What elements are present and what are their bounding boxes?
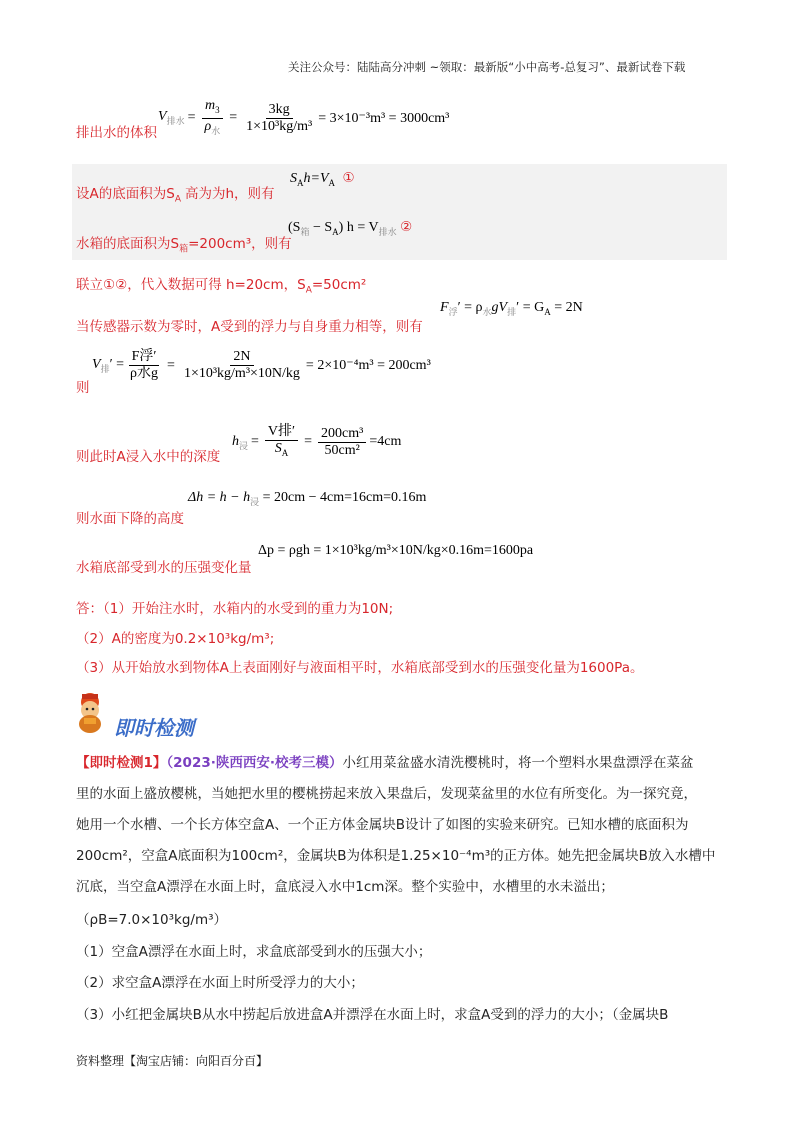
answer-2: （2）A的密度为0.2×10³kg/m³; xyxy=(76,631,275,647)
question-3: （3）小红把金属块B从水中捞起后放进盒A并漂浮在水面上时，求盒A受到的浮力的大小；（金属块B xyxy=(76,1007,669,1023)
line-tank-area: 水箱的底面积为$S_箱=200cm^3$，则有 xyxy=(76,236,292,255)
line-immersion-depth-label: 则此时A浸入水中的深度 xyxy=(76,449,221,465)
line-area-assumption: 设A的底面积为$S_A$ 高为为h，则有 xyxy=(76,186,275,205)
problem-line-2: 里的水面上盛放樱桃，当她把水里的樱桃捞起来放入果盘后，发现菜盆里的水位有所变化。为一探究竟， xyxy=(76,786,697,802)
problem-line-1: 【即时检测1】（2023·陕西西安·校考三模）小红用菜盆盛水清洗樱桃时，将一个塑料水果盘漂浮在菜盆 xyxy=(76,755,694,771)
answer-1: 答：（1）开始注水时，水箱内的水受到的重力为10N; xyxy=(76,601,394,617)
line-solve-result: 联立①②，代入数据可得 h=20cm，$S_A=50cm^2$ xyxy=(76,277,367,296)
section-title: 即时检测 xyxy=(114,716,194,740)
question-1: （1）空盒A漂浮在水面上时，求盒底部受到水的压强大小； xyxy=(76,944,432,960)
equation-buoyancy: $F_浮' = \rho_水gV_排' = G_A = 2N$ xyxy=(440,300,583,317)
line-then-label: 则 xyxy=(76,380,90,396)
problem-line-3: 她用一个水槽、一个长方体空盒A、一个正方体金属块B设计了如图的实验来研究。已知水槽的底面积为 xyxy=(76,817,689,833)
line-sensor-zero: 当传感器示数为零时，A受到的浮力与自身重力相等，则有 xyxy=(76,319,423,335)
equation-displaced-volume: $V_排'$ = $\frac{\text{F浮′}}{\text{ρ水g}}$ = $\frac{2N}{\text{1×10³kg/m³×10N/kg}}$ = 2×10⁻⁴m³ = 200cm³ xyxy=(92,349,431,381)
line-drained-volume-equation: $V_{排水}$ = $\frac{m_3}{\rho_水}$ = $\frac{3kg}{\text{1×10³kg/m³}}$ = 3×10⁻³m³ = 3000cm³ xyxy=(158,98,450,136)
mascot-icon xyxy=(70,690,110,734)
equation-1: $S_Ah=V_A$ ① xyxy=(290,170,355,188)
line-drained-volume-label: 排出水的体积 xyxy=(76,125,157,141)
problem-line-6: （ρB=7.0×10³kg/m³） xyxy=(76,912,228,928)
problem-line-5: 沉底，当空盒A漂浮在水面上时，盒底浸入水中1cm深。整个实验中，水槽里的水未溢出； xyxy=(76,879,614,895)
equation-immersion-depth: $h_浸$ = $\frac{\text{V排′}}{S_A}$ = $\frac{\text{200cm³}}{\text{50cm²}}$ =4cm xyxy=(232,424,402,458)
equation-level-drop: $\Delta h = h - h_浸 = 20cm - 4cm=16cm=0.16m$ xyxy=(188,490,427,507)
equation-2: $(S_箱 - S_A) h = V_{排水}$ ② xyxy=(288,219,413,237)
line-pressure-change-label: 水箱底部受到水的压强变化量 xyxy=(76,560,252,576)
line-level-drop-label: 则水面下降的高度 xyxy=(76,511,184,527)
problem-line-4: 200cm²，空盒A底面积为100cm²，金属块B为体积是1.25×10⁻⁴m³的正方体。她先把金属块B放入水槽中 xyxy=(76,848,716,864)
answer-3: （3）从开始放水到物体A上表面刚好与液面相平时，水箱底部受到水的压强变化量为1600Pa。 xyxy=(76,660,644,676)
equation-pressure-change: Δp = ρgh = 1×10³kg/m³×10N/kg×0.16m=1600pa xyxy=(258,543,534,558)
page-header: 关注公众号：陆陆高分冲刺 ~领取：最新版“小中高考-总复习”、最新试卷下载 xyxy=(288,60,686,74)
question-2: （2）求空盒A漂浮在水面上时所受浮力的大小； xyxy=(76,975,364,991)
page-footer: 资料整理【淘宝店铺：向阳百分百】 xyxy=(76,1054,269,1068)
